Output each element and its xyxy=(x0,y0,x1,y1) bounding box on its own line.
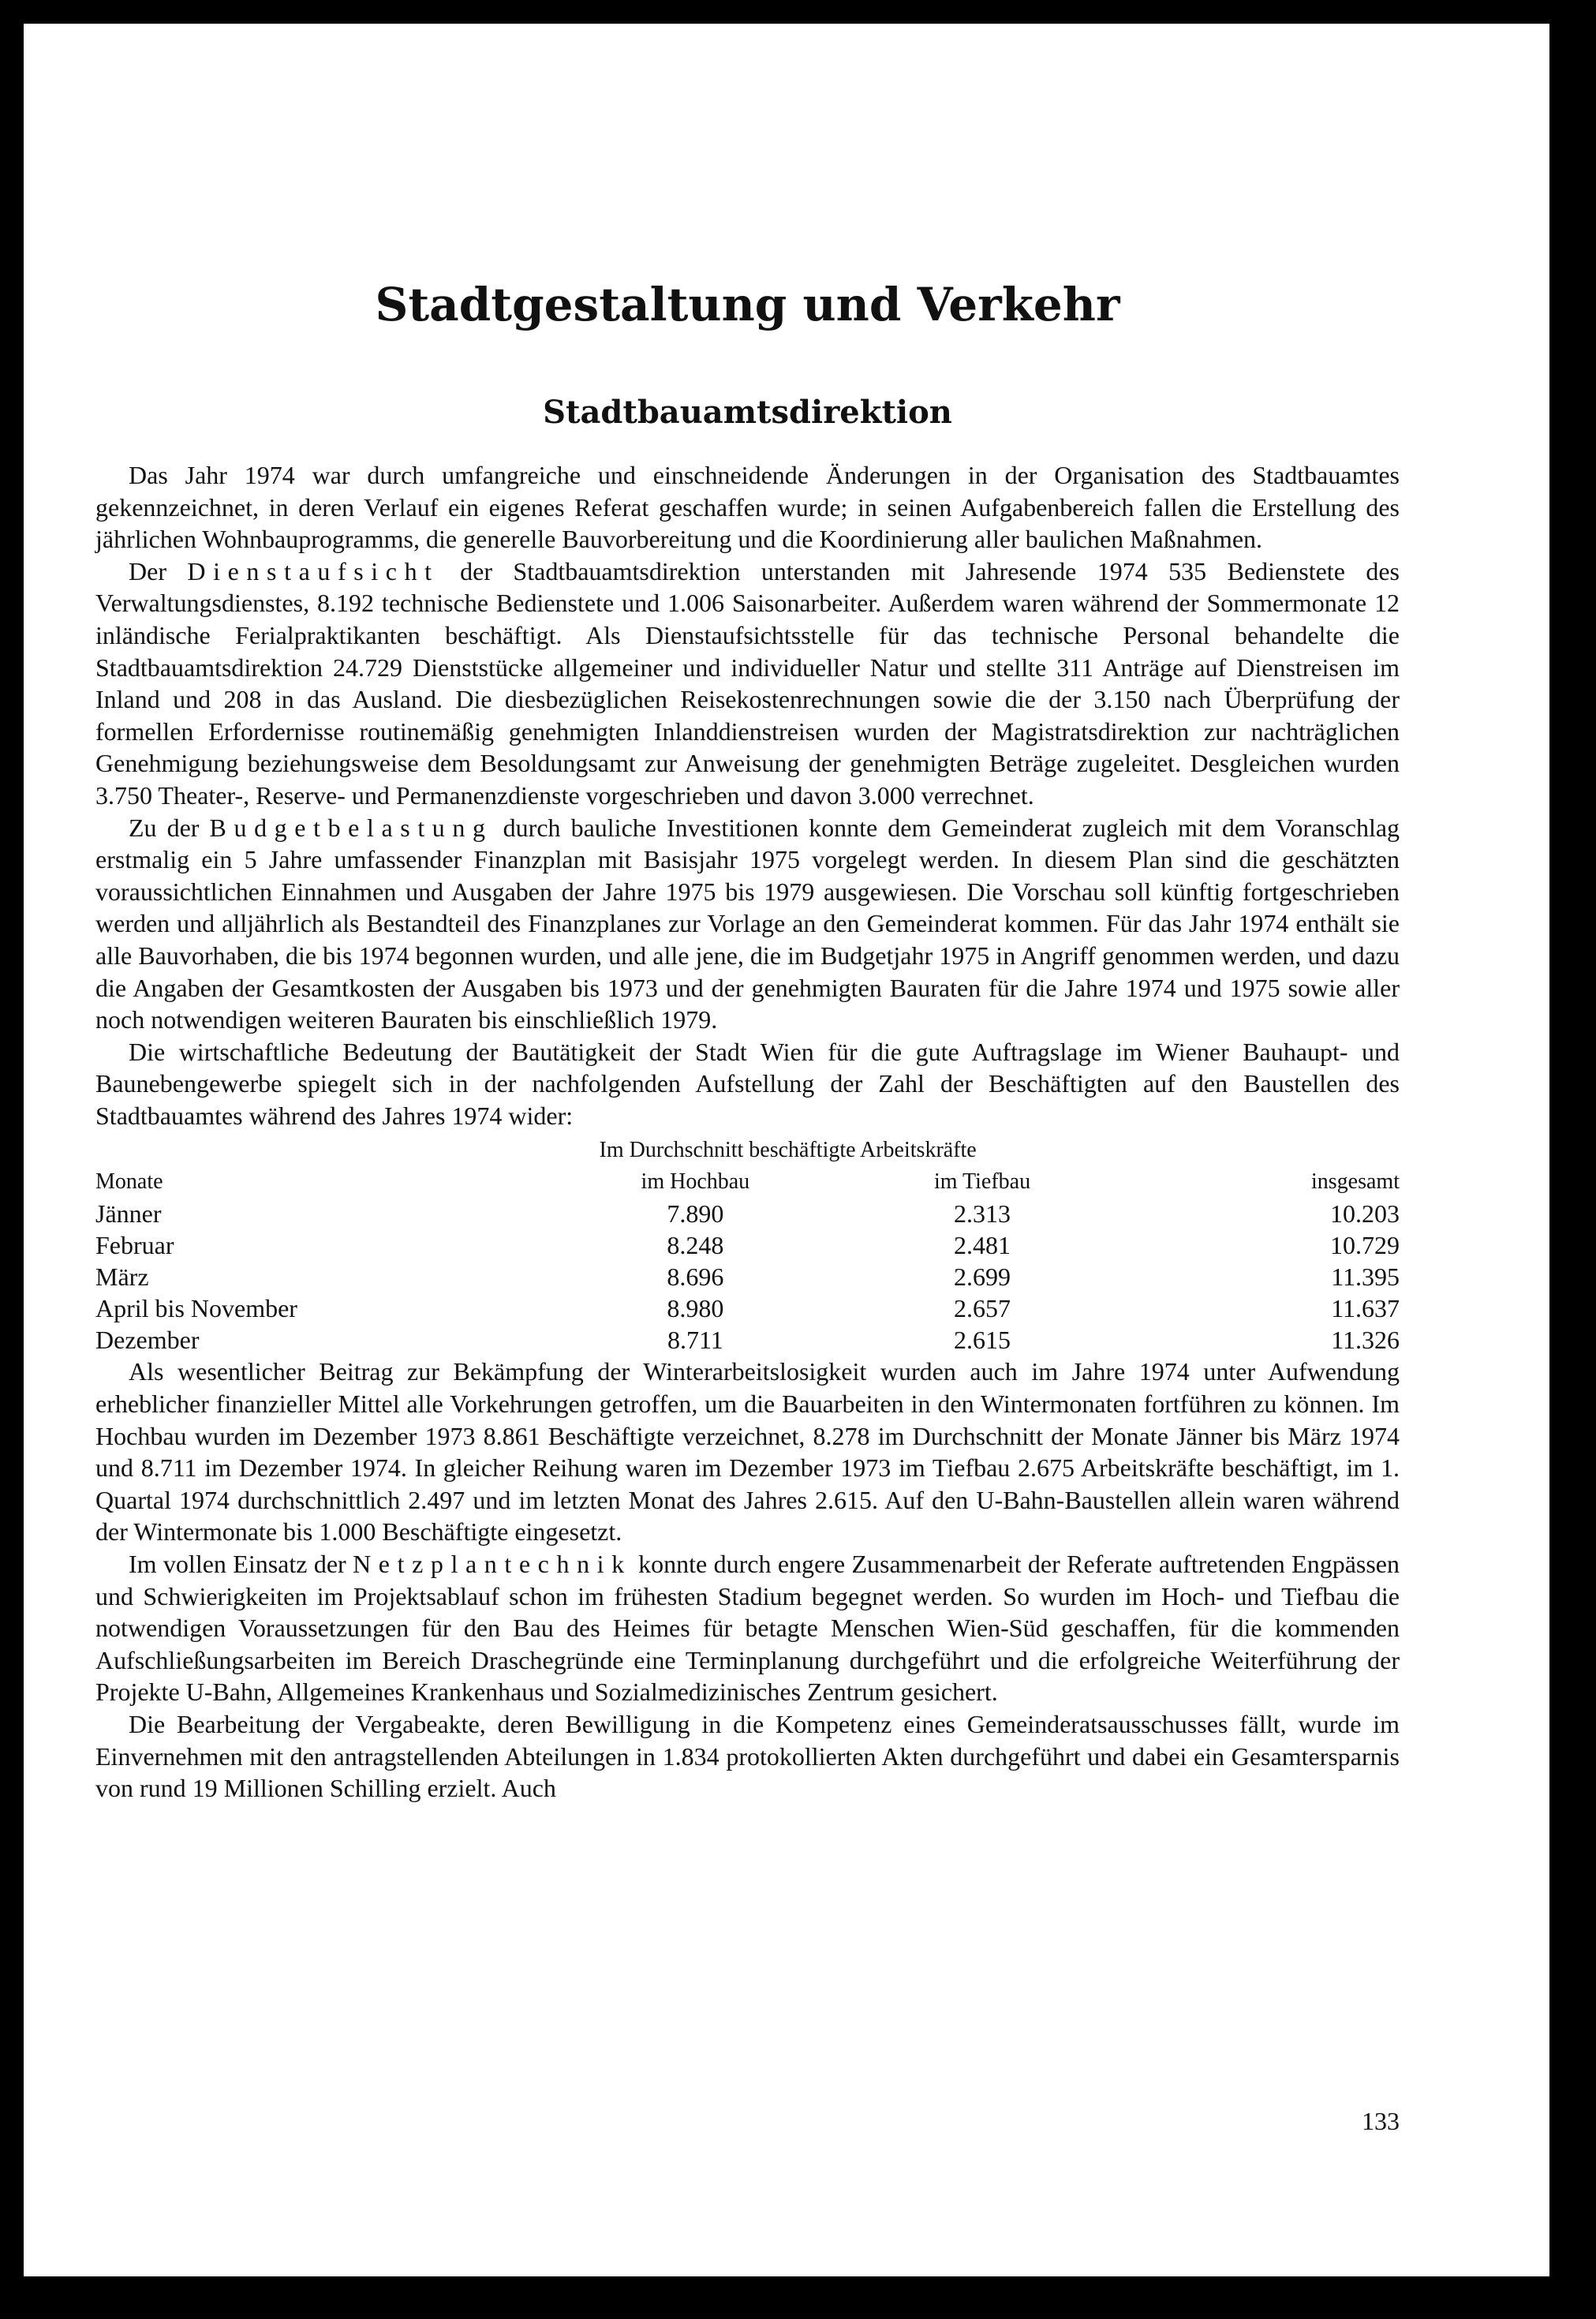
cell-month: Jänner xyxy=(95,1199,162,1229)
cell-month: März xyxy=(95,1262,149,1292)
cell-tiefbau: 2.615 xyxy=(954,1326,1011,1355)
employment-table xyxy=(95,1135,1400,1356)
cell-insgesamt: 10.729 xyxy=(1330,1231,1400,1260)
table-header-row xyxy=(95,1166,1400,1198)
page-title: Stadtgestaltung und Verkehr xyxy=(375,278,1120,331)
paragraph-rest: der Stadtbauamtsdirektion unterstanden mit Jahresende 1974 535 Bedienstete des Verwaltungsdienstes, 8.192 technische Bedienstete und 1.006 Saisonarbeiter. Außerdem waren während der Sommermonate 12 inländische Ferialpraktikanten beschäftigt. Als Dienstaufsichtsstelle für das technische Personal behandelte die Stadtbauamtsdirektion 24.729 Dienststücke allgemeiner und individueller Natur und stellte 311 Anträge auf Dienstreisen im Inland und 208 in das Ausland. Die diesbezüglichen Reisekostenrechnungen sowie die der 3.150 nach Überprüfung der formellen Erfordernisse routinemäßig genehmigten Inlanddienstreisen wurden der Magistratsdirektion zur nachträglichen Genehmigung beziehungsweise dem Besoldungsamt zur Anweisung der genehmigten Beträge zugeleitet. Desgleichen wurden 3.750 Theater-, Reserve- und Permanenzdienste vorgeschrieben und davon 3.000 verrechnet. xyxy=(95,556,1400,810)
paragraph-lead: Im vollen Einsatz der xyxy=(129,1550,346,1579)
table-row xyxy=(95,1229,1400,1261)
column-header-insgesamt: insgesamt xyxy=(1311,1169,1400,1195)
spaced-keyword: Budgetbelastung xyxy=(209,813,493,842)
paragraph-rest: konnte durch engere Zusammenarbeit der Referate auftretenden Engpässen und Schwierigkeiten im Projektsablauf schon im frühesten Stadium begegnet werden. So wurden im Hoch- und Tiefbau die notwendigen Voraussetzungen für den Bau des Heimes für betagte Menschen Wien-Süd geschaffen, für die kommenden Aufschließungsarbeiten im Bereich Draschegründe eine Terminplanung durchgeführt und die erfolgreiche Weiterführung der Projekte U-Bahn, Allgemeines Krankenhaus und Sozialmedizinisches Zentrum gesichert. xyxy=(95,1550,1400,1707)
cell-tiefbau: 2.657 xyxy=(954,1294,1011,1323)
paragraph-budget xyxy=(95,812,1400,1036)
body-text xyxy=(95,459,1400,1805)
paragraph-vergabeakte: Die Bearbeitung der Vergabeakte, deren Bewilligung in die Kompetenz eines Gemeinderatsausschusses fällt, wurde im Einvernehmen mit den antragstellenden Abteilungen in 1.834 protokollierten Akten durchgeführt und dabei ein Gesamtersparnis von rund 19 Millionen Schilling erzielt. Auch xyxy=(95,1710,1400,1803)
table-row xyxy=(95,1198,1400,1229)
cell-insgesamt: 10.203 xyxy=(1330,1199,1400,1229)
cell-hochbau: 7.890 xyxy=(667,1199,724,1229)
section-title: Stadtbauamtsdirektion xyxy=(543,394,952,431)
cell-hochbau: 8.696 xyxy=(667,1262,724,1292)
paragraph-rest: durch bauliche Investitionen konnte dem Gemeinderat zugleich mit dem Voranschlag erstmalig ein 5 Jahre umfassender Finanzplan mit Basisjahr 1975 vorgelegt werden. In diesem Plan sind die geschätzten voraussichtlichen Einnahmen und Ausgaben der Jahre 1975 bis 1979 ausgewiesen. Die Vorschau soll künftig fortgeschrieben werden und alljährlich als Bestandteil des Finanzplanes zur Vorlage an den Gemeinderat kommen. Für das Jahr 1974 enthält sie alle Bauvorhaben, die bis 1974 begonnen wurden, und alle jene, die im Budgetjahr 1975 in Angriff genommen werden, und dazu die Angaben der Gesamtkosten der Ausgaben bis 1973 und der genehmigten Bauraten für die Jahre 1974 und 1975 sowie aller noch notwendigen weiteren Bauraten bis einschließlich 1979. xyxy=(95,813,1400,1034)
table-row xyxy=(95,1292,1400,1324)
spaced-keyword: Netzplantechnik xyxy=(353,1550,632,1579)
cell-tiefbau: 2.699 xyxy=(954,1262,1011,1292)
table-row xyxy=(95,1324,1400,1356)
paragraph-winterarbeit: Als wesentlicher Beitrag zur Bekämpfung der Winterarbeitslosigkeit wurden auch im Jahre 1974 unter Aufwendung erheblicher finanzieller Mittel alle Vorkehrungen getroffen, um die Bauarbeiten in den Wintermonaten fortführen zu können. Im Hochbau wurden im Dezember 1973 8.861 Beschäftigte verzeichnet, 8.278 im Durchschnitt der Monate Jänner bis März 1974 und 8.711 im Dezember 1974. In gleicher Reihung waren im Dezember 1973 im Tiefbau 2.675 Arbeitskräfte beschäftigt, im 1. Quartal 1974 durchschnittlich 2.497 und im letzten Monat des Jahres 2.615. Auf den U-Bahn-Baustellen allein waren während der Wintermonate bis 1.000 Beschäftigte eingesetzt. xyxy=(95,1357,1400,1547)
page-number: 133 xyxy=(1362,2107,1400,2135)
page-sheet xyxy=(24,24,1549,2276)
column-header-monate: Monate xyxy=(95,1169,163,1195)
paragraph-organisation: Das Jahr 1974 war durch umfangreiche und einschneidende Änderungen in der Organisation des Stadtbauamtes gekennzeichnet, in deren Verlauf ein eigenes Referat geschaffen wurde; in seinen Aufgabenbereich fallen die Erstellung des jährlichen Wohnbauprogramms, die generelle Bauvorbereitung und die Koordinierung aller baulichen Maßnahmen. xyxy=(95,461,1400,554)
column-header-hochbau: im Hochbau xyxy=(641,1169,750,1195)
cell-month: Februar xyxy=(95,1231,174,1260)
table-group-header: Im Durchschnitt beschäftigte Arbeitskräfte xyxy=(599,1138,977,1163)
cell-hochbau: 8.980 xyxy=(667,1294,724,1323)
column-header-tiefbau: im Tiefbau xyxy=(933,1169,1031,1195)
cell-hochbau: 8.711 xyxy=(667,1326,723,1355)
paragraph-lead: Der xyxy=(129,556,166,585)
cell-hochbau: 8.248 xyxy=(667,1231,724,1260)
paragraph-netzplantechnik xyxy=(95,1548,1400,1708)
cell-insgesamt: 11.326 xyxy=(1331,1326,1400,1355)
paragraph-lead: Zu der xyxy=(129,813,200,842)
spaced-keyword: Dienstaufsicht xyxy=(187,556,439,585)
cell-tiefbau: 2.313 xyxy=(954,1199,1011,1229)
cell-month: April bis November xyxy=(95,1294,297,1323)
cell-tiefbau: 2.481 xyxy=(954,1231,1011,1260)
paragraph-bautaetigkeit: Die wirtschaftliche Bedeutung der Bautätigkeit der Stadt Wien für die gute Auftragslage im Wiener Bauhaupt- und Baunebengewerbe spiegelt sich in der nachfolgenden Aufstellung der Zahl der Beschäftigten auf den Baustellen des Stadtbauamtes während des Jahres 1974 wider: xyxy=(95,1037,1400,1130)
paragraph-dienstaufsicht xyxy=(95,555,1400,812)
table-group-header-row xyxy=(95,1135,1400,1166)
cell-month: Dezember xyxy=(95,1326,200,1355)
cell-insgesamt: 11.637 xyxy=(1331,1294,1400,1323)
table-row xyxy=(95,1261,1400,1292)
cell-insgesamt: 11.395 xyxy=(1331,1262,1400,1292)
